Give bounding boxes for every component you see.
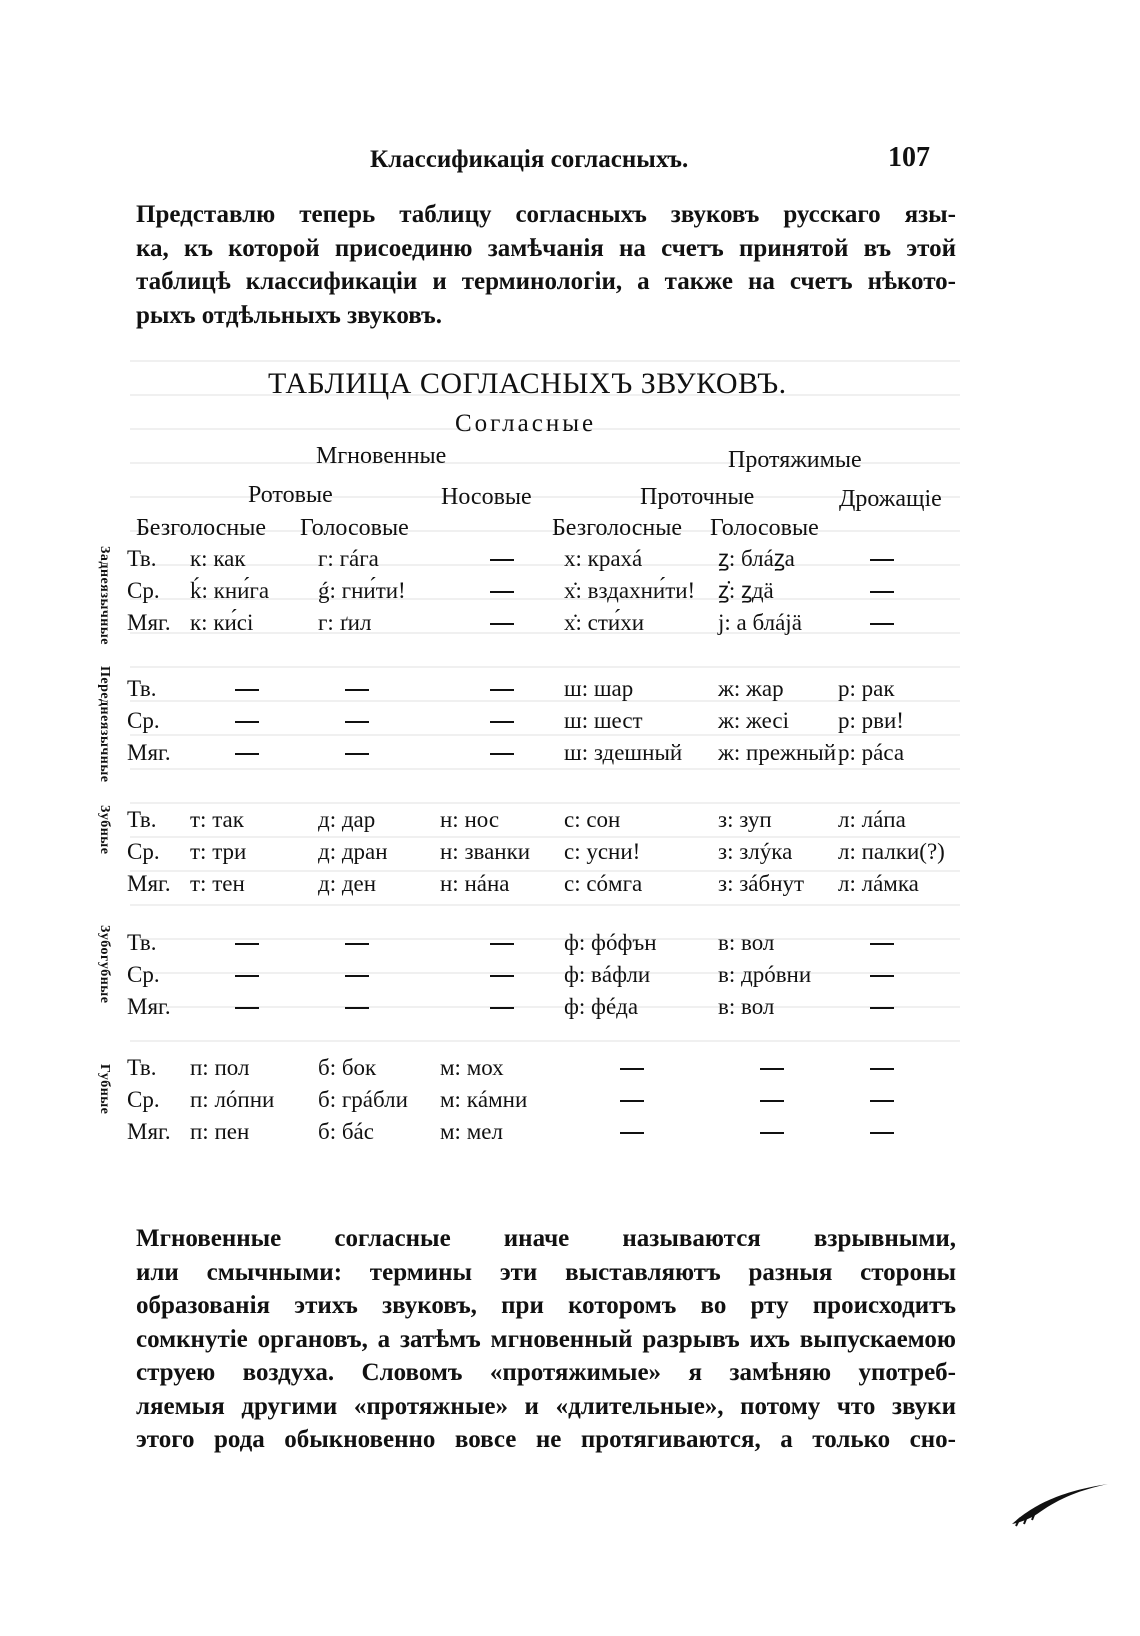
empty-cell-dash — [870, 1068, 894, 1070]
text-line: образованія этихъ звуковъ, при которомъ во рту происходитъ — [136, 1292, 956, 1319]
header-oral: Ротовые — [248, 482, 333, 508]
empty-cell-dash — [490, 689, 514, 691]
table-cell: ж: жесі — [718, 708, 789, 733]
table-cell: к: ки́сі — [190, 610, 254, 635]
text-line: этого рода обыкновенно вовсе не протягиваются, а только сно- — [136, 1426, 956, 1453]
table-cell: с: усни! — [564, 839, 641, 864]
text-line: Мгновенные согласные иначе называются взрывными, — [136, 1225, 956, 1252]
group-label: Переднеязычные — [97, 666, 112, 783]
row-type: Тв. — [127, 807, 157, 832]
text-line: сомкнутіе органовъ, а затѣмъ мгновенный разрывъ ихъ выпускаемою — [136, 1325, 956, 1353]
empty-cell-dash — [490, 1007, 514, 1009]
text-line: Представлю теперь таблицу согласныхъ звуковъ русскаго язы- — [136, 201, 956, 228]
row-type: Мяг. — [127, 871, 171, 896]
empty-cell-dash — [345, 753, 369, 755]
text-line: ка, къ которой присоединю замѣчанія на счетъ принятой въ этой — [136, 234, 956, 262]
table-cell: г: гáга — [318, 546, 379, 571]
group-label: Зубные — [97, 805, 112, 855]
table-cell: м: мел — [440, 1119, 503, 1144]
empty-cell-dash — [490, 623, 514, 625]
table-cell: н: нáна — [440, 871, 510, 896]
table-cell: л: лáпа — [838, 807, 906, 832]
empty-cell-dash — [870, 1007, 894, 1009]
empty-cell-dash — [490, 975, 514, 977]
empty-cell-dash — [760, 1068, 784, 1070]
empty-cell-dash — [870, 591, 894, 593]
empty-cell-dash — [760, 1132, 784, 1134]
table-cell: ф: фóфън — [564, 930, 657, 955]
empty-cell-dash — [870, 1100, 894, 1102]
empty-cell-dash — [620, 1068, 644, 1070]
empty-cell-dash — [490, 753, 514, 755]
table-cell: ꙁ̇: ꙁдä — [718, 578, 774, 603]
table-cell: з: зáбнут — [718, 871, 805, 896]
table-cell: з: злýка — [718, 839, 793, 864]
empty-cell-dash — [870, 975, 894, 977]
row-type: Ср. — [127, 708, 160, 733]
empty-cell-dash — [760, 1100, 784, 1102]
empty-cell-dash — [235, 975, 259, 977]
header-consonants: Согласные — [455, 410, 597, 437]
table-cell: х: крахá — [564, 546, 643, 571]
table-cell: х̇: вздахни́ти! — [564, 578, 696, 603]
table-cell: в: вол — [718, 930, 775, 955]
empty-cell-dash — [870, 559, 894, 561]
empty-cell-dash — [345, 689, 369, 691]
header-voiceless-1: Безголосные — [136, 515, 266, 541]
table-cell: j: а блájä — [718, 610, 802, 635]
table-cell: в: вол — [718, 994, 775, 1019]
header-flowing: Проточные — [640, 484, 755, 510]
empty-cell-dash — [235, 689, 259, 691]
table-cell: д: дар — [318, 807, 376, 832]
row-type: Тв. — [127, 1055, 157, 1080]
table-cell: л: палки(?) — [838, 839, 945, 864]
empty-cell-dash — [345, 975, 369, 977]
empty-cell-dash — [490, 721, 514, 723]
table-cell: к: как — [190, 546, 246, 571]
empty-cell-dash — [620, 1100, 644, 1102]
table-cell: г: ґил — [318, 610, 372, 635]
table-cell: ф: фéда — [564, 994, 639, 1019]
table-cell: р: рак — [838, 676, 895, 701]
table-cell: ꙁ: блáꙁа — [718, 546, 795, 571]
table-cell: ḱ: кни́га — [190, 578, 270, 603]
table-cell: т: так — [190, 807, 244, 832]
table-cell: р: рви! — [838, 708, 904, 733]
empty-cell-dash — [870, 1132, 894, 1134]
table-cell: б: бок — [318, 1055, 377, 1080]
table-cell: н: званки — [440, 839, 531, 864]
empty-cell-dash — [620, 1132, 644, 1134]
empty-cell-dash — [345, 721, 369, 723]
row-type: Мяг. — [127, 994, 171, 1019]
table-cell: ш: здешный — [564, 740, 683, 765]
table-cell: с: сóмга — [564, 871, 643, 896]
row-type: Ср. — [127, 578, 160, 603]
row-type: Ср. — [127, 962, 160, 987]
table-cell: ш: шар — [564, 676, 634, 701]
table-cell: р: рáса — [838, 740, 905, 765]
group-label: Губные — [97, 1064, 112, 1115]
row-type: Тв. — [127, 676, 157, 701]
table-cell: ǵ: гни́ти! — [318, 578, 406, 603]
header-voiceless-2: Безголосные — [552, 515, 682, 541]
header-prolonged: Протяжимые — [728, 447, 862, 473]
table-cell: т: тен — [190, 871, 245, 896]
header-voiced-1: Голосовые — [300, 515, 409, 541]
table-cell: л: лáмка — [838, 871, 919, 896]
table-cell: д: дран — [318, 839, 388, 864]
table-cell: ж: жар — [718, 676, 784, 701]
empty-cell-dash — [870, 943, 894, 945]
text-line: таблицѣ классификаціи и терминологіи, а также на счетъ нѣкото- — [136, 268, 956, 295]
text-line: струею воздуха. Словомъ «протяжимые» я замѣняю употреб- — [136, 1359, 956, 1386]
table-cell: ф: вáфли — [564, 962, 651, 987]
table-cell: м: кáмни — [440, 1087, 528, 1112]
table-cell: н: нос — [440, 807, 500, 832]
table-cell: б: грáбли — [318, 1087, 408, 1112]
empty-cell-dash — [490, 943, 514, 945]
page-number: 107 — [888, 142, 930, 173]
row-type: Мяг. — [127, 740, 171, 765]
empty-cell-dash — [490, 559, 514, 561]
empty-cell-dash — [235, 1007, 259, 1009]
table-cell: с: сон — [564, 807, 621, 832]
empty-cell-dash — [870, 623, 894, 625]
empty-cell-dash — [345, 1007, 369, 1009]
text-line: или смычными: термины эти выставляютъ разныя стороны — [136, 1258, 956, 1286]
row-type: Мяг. — [127, 610, 171, 635]
text-line: рыхъ отдѣльныхъ звуковъ. — [136, 301, 442, 329]
table-cell: ж: прежный — [718, 740, 837, 765]
quill-ornament-icon — [1010, 1478, 1110, 1528]
group-label: Зубогубные — [97, 925, 112, 1004]
empty-cell-dash — [235, 943, 259, 945]
table-cell: п: пен — [190, 1119, 250, 1144]
table-cell: в: дрóвни — [718, 962, 812, 987]
empty-cell-dash — [345, 943, 369, 945]
empty-cell-dash — [235, 753, 259, 755]
table-cell: ш: шест — [564, 708, 643, 733]
row-type: Тв. — [127, 930, 157, 955]
table-cell: м: мох — [440, 1055, 504, 1080]
table-cell: д: ден — [318, 871, 377, 896]
text-line: ляемыя другими «протяжные» и «длительные», потому что звуки — [136, 1392, 956, 1420]
row-type: Ср. — [127, 1087, 160, 1112]
empty-cell-dash — [490, 591, 514, 593]
header-voiced-2: Голосовые — [710, 515, 819, 541]
table-cell: п: лóпни — [190, 1087, 275, 1112]
table-title: ТАБЛИЦА СОГЛАСНЫХЪ ЗВУКОВЪ. — [268, 367, 787, 400]
header-nasal: Носовые — [441, 484, 532, 510]
header-trilling: Дрожащіе — [839, 486, 942, 512]
row-type: Ср. — [127, 839, 160, 864]
table-cell: б: бáс — [318, 1119, 374, 1144]
row-type: Тв. — [127, 546, 157, 571]
outro-paragraph — [136, 1222, 956, 1457]
table-cell: т: три — [190, 839, 247, 864]
header-instant: Мгновенные — [316, 443, 447, 469]
group-label: Заднеязычные — [97, 546, 112, 645]
table-cell: з: зуп — [718, 807, 772, 832]
empty-cell-dash — [235, 721, 259, 723]
intro-paragraph — [136, 198, 956, 332]
table-cell: п: пол — [190, 1055, 250, 1080]
row-type: Мяг. — [127, 1119, 171, 1144]
running-title: Классификація согласныхъ. — [370, 146, 689, 173]
table-cell: х̇: сти́хи — [564, 610, 645, 635]
